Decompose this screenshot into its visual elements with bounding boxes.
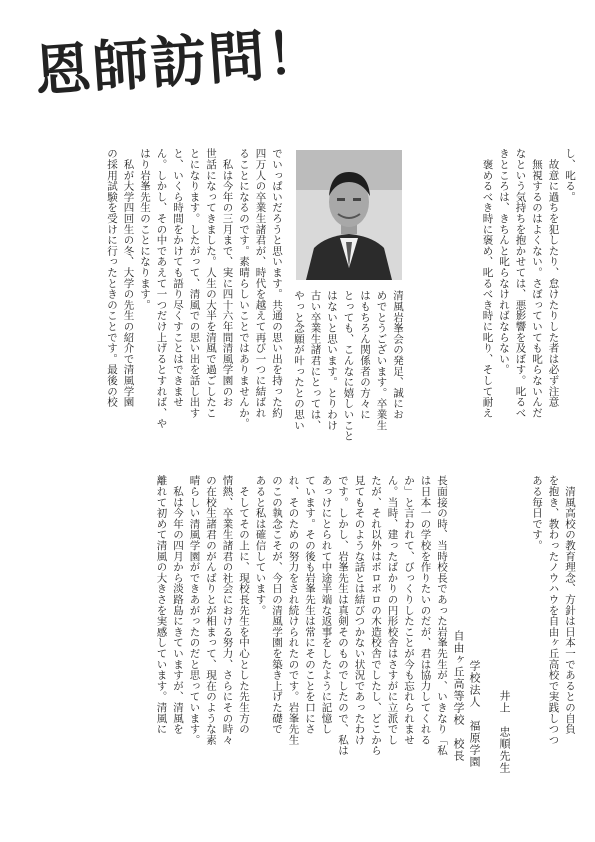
- article-column-top-right: し、叱る。 故意に過ちを犯したり、怠けたりした者は必ず注意 無視するのはよくない。さぼっていても叱らないんだ なという気持ちを抱かせては、悪影響を及ぼす。叱るべ きところは、きちんと叱らなければならない。 褒めるべき時に褒め、叱るべき時に叱り、そして耐え: [481, 148, 576, 418]
- article-column-top-middle: 清風岩峯会の発足、誠にお めでとうございます。卒業生 はもちろん関係者の方々に とっても、こんなに嬉しいこと はないと思います。とりわけ 古い卒業生諸君にとっては、 やっと念願が叶ったとの思い: [293, 290, 404, 442]
- signature-name: 井上 忠順先生: [498, 690, 511, 774]
- signature-corporation: 学校法人 福原学園: [468, 660, 481, 768]
- page-title: 恩師訪問！: [32, 19, 327, 106]
- teacher-portrait-photo: [296, 150, 402, 280]
- article-column-bottom-right: 清風高校の教育理念、方針は日本一であるとの自負 を抱き、教わったノウハウを自由ヶ丘高校で実践しつつ ある毎日です。: [531, 475, 576, 745]
- article-column-top-left: でいっぱいだろうと思います。共通の思い出を持った約 四万人の卒業生諸君が、時代を越えて再び一つに結ばれ ることになるのです。素晴らしいことではありませんか。 私は今年の三月まで、実に四十六年間清風学園のお 世話になってきました。人生の大半を清風で過ごしたこ とになります。したがって、清風での思い出を話し出す と、いくら時間をかけても語り尽くすことはできませ ん。しかし、その中であえて一つだけ上げるとすれば、や はり岩峯先生のことになります。 私が大学四回生の冬、大学の先生の紹介で清風学園 の採用試験を受けに行ったときのことです。最後の校: [106, 148, 283, 429]
- portrait-photo-icon: [296, 150, 402, 280]
- signature-school: 自由ヶ丘高等学校 校長: [452, 630, 465, 762]
- article-column-bottom-left: 長面接の時、当時校長であった岩峯先生が、いきなり「私 は日本一の学校を作りたいのだが、君は協力してくれる か」と言われて、びっくりしたことが今も忘れられませ ん。当時、建ったばかりの円形校舎はさすがに立派でし たが、それ以外はボロボロの木造校舎でしたし、どこから 見てもそのような話とは結びつかない状況であったわけ です。しかし、岩峯先生は真剣そのものでしたので、私は あっけにとられて中途半端な返事をしたように記憶し ています。その後も岩峯先生は常にそのことを口にさ れ、そのための努力をされ続けられたのです。岩峯先生 のこの執念こそが、今日の清風学園を築き上げた礎で あると私は確信しています。 そしてその上に、現校長先生を中心とした先生方の 情熱、卒業生諸君の社会における努力、さらにその時々 の在校生諸君のがんばりとが相まって、現在のような素 晴らしい清風学園ができあがったのだと思っています。 私は今年の四月から淡路島にきていますが、清風を 離れて初めて清風の大きさを実感しています。清風に: [155, 475, 448, 756]
